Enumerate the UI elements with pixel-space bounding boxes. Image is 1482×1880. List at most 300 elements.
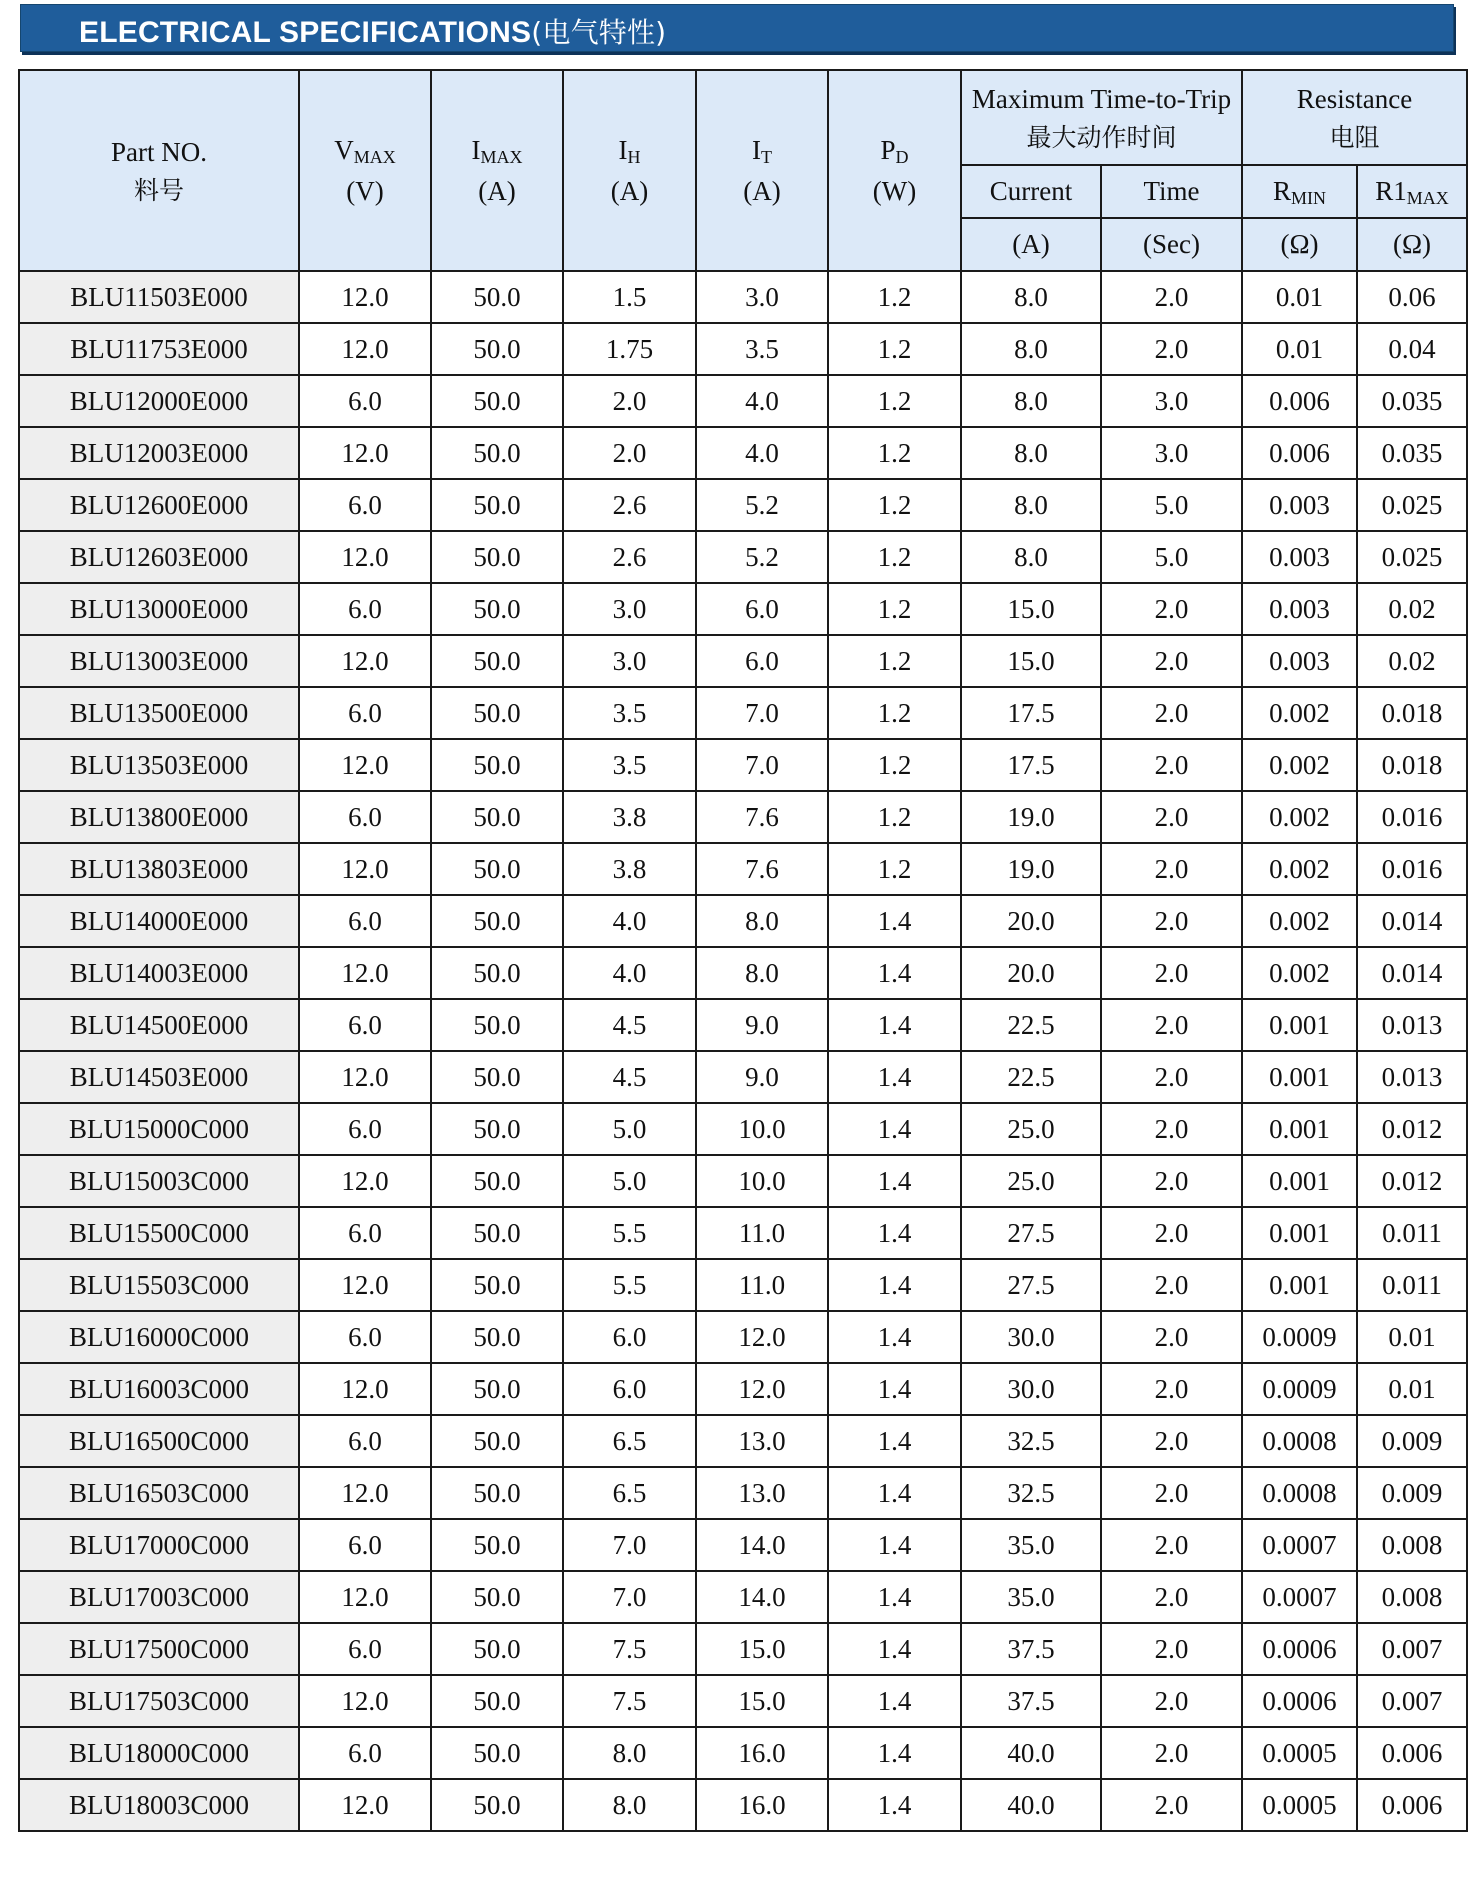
cell-rmin: 0.003 <box>1242 531 1357 583</box>
cell-it: 10.0 <box>696 1103 828 1155</box>
cell-pd: 1.4 <box>828 1623 961 1675</box>
cell-imax: 50.0 <box>431 479 563 531</box>
cell-rmin: 0.0008 <box>1242 1467 1357 1519</box>
cell-trip-current: 27.5 <box>961 1207 1101 1259</box>
cell-ih: 4.5 <box>563 1051 696 1103</box>
cell-trip-current: 8.0 <box>961 375 1101 427</box>
cell-it: 6.0 <box>696 583 828 635</box>
table-row <box>19 687 1467 739</box>
cell-rmin: 0.002 <box>1242 791 1357 843</box>
cell-r1max: 0.02 <box>1357 583 1467 635</box>
cell-vmax: 12.0 <box>299 1363 431 1415</box>
cell-rmin: 0.001 <box>1242 1155 1357 1207</box>
cell-trip-current: 32.5 <box>961 1415 1101 1467</box>
cell-pd: 1.4 <box>828 1155 961 1207</box>
header-vmax <box>299 70 431 271</box>
table-row <box>19 531 1467 583</box>
cell-ih: 2.6 <box>563 479 696 531</box>
cell-trip-current: 30.0 <box>961 1363 1101 1415</box>
cell-pd: 1.4 <box>828 1311 961 1363</box>
cell-trip-time: 2.0 <box>1101 1155 1242 1207</box>
cell-imax: 50.0 <box>431 1259 563 1311</box>
cell-vmax: 12.0 <box>299 739 431 791</box>
cell-trip-current: 17.5 <box>961 687 1101 739</box>
cell-vmax: 12.0 <box>299 635 431 687</box>
cell-it: 11.0 <box>696 1207 828 1259</box>
cell-vmax: 6.0 <box>299 1727 431 1779</box>
cell-part-no: BLU16000C000 <box>19 1311 299 1363</box>
cell-r1max: 0.006 <box>1357 1727 1467 1779</box>
cell-trip-time: 2.0 <box>1101 947 1242 999</box>
cell-vmax: 12.0 <box>299 427 431 479</box>
cell-r1max: 0.012 <box>1357 1155 1467 1207</box>
table-row <box>19 1727 1467 1779</box>
cell-rmin: 0.0005 <box>1242 1779 1357 1831</box>
cell-imax: 50.0 <box>431 687 563 739</box>
cell-part-no: BLU18000C000 <box>19 1727 299 1779</box>
cell-ih: 2.6 <box>563 531 696 583</box>
cell-it: 12.0 <box>696 1363 828 1415</box>
cell-rmin: 0.006 <box>1242 375 1357 427</box>
cell-imax: 50.0 <box>431 1623 563 1675</box>
cell-vmax: 6.0 <box>299 583 431 635</box>
cell-r1max: 0.013 <box>1357 999 1467 1051</box>
cell-ih: 4.0 <box>563 947 696 999</box>
cell-trip-current: 20.0 <box>961 895 1101 947</box>
cell-r1max: 0.018 <box>1357 687 1467 739</box>
table-row <box>19 1675 1467 1727</box>
cell-trip-current: 37.5 <box>961 1623 1101 1675</box>
cell-pd: 1.2 <box>828 687 961 739</box>
cell-imax: 50.0 <box>431 635 563 687</box>
cell-part-no: BLU11753E000 <box>19 323 299 375</box>
cell-part-no: BLU16500C000 <box>19 1415 299 1467</box>
cell-rmin: 0.0005 <box>1242 1727 1357 1779</box>
cell-trip-current: 15.0 <box>961 635 1101 687</box>
cell-imax: 50.0 <box>431 1727 563 1779</box>
cell-trip-time: 2.0 <box>1101 1103 1242 1155</box>
header-time <box>1101 165 1242 218</box>
cell-imax: 50.0 <box>431 1363 563 1415</box>
cell-rmin: 0.0008 <box>1242 1415 1357 1467</box>
cell-imax: 50.0 <box>431 1519 563 1571</box>
section-title-zh: (电气特性) <box>531 16 667 49</box>
table-body <box>19 271 1467 1831</box>
header-vmax-subscript: MAX <box>353 147 396 167</box>
cell-rmin: 0.0009 <box>1242 1363 1357 1415</box>
table-row <box>19 375 1467 427</box>
cell-vmax: 12.0 <box>299 271 431 323</box>
cell-vmax: 12.0 <box>299 531 431 583</box>
cell-ih: 3.5 <box>563 687 696 739</box>
cell-it: 6.0 <box>696 635 828 687</box>
cell-ih: 3.0 <box>563 583 696 635</box>
cell-trip-time: 2.0 <box>1101 1571 1242 1623</box>
header-pd-subscript: D <box>895 147 909 167</box>
cell-imax: 50.0 <box>431 271 563 323</box>
header-pd <box>828 70 961 271</box>
cell-trip-time: 2.0 <box>1101 999 1242 1051</box>
cell-trip-time: 3.0 <box>1101 375 1242 427</box>
cell-trip-current: 20.0 <box>961 947 1101 999</box>
cell-pd: 1.4 <box>828 895 961 947</box>
cell-trip-current: 35.0 <box>961 1571 1101 1623</box>
cell-pd: 1.2 <box>828 739 961 791</box>
cell-it: 11.0 <box>696 1259 828 1311</box>
cell-pd: 1.4 <box>828 1259 961 1311</box>
cell-ih: 3.0 <box>563 635 696 687</box>
table-row <box>19 947 1467 999</box>
cell-it: 10.0 <box>696 1155 828 1207</box>
cell-part-no: BLU12003E000 <box>19 427 299 479</box>
header-row-1 <box>19 70 1467 165</box>
table-header <box>19 70 1467 271</box>
cell-trip-current: 8.0 <box>961 323 1101 375</box>
cell-imax: 50.0 <box>431 1467 563 1519</box>
cell-rmin: 0.002 <box>1242 947 1357 999</box>
cell-ih: 7.0 <box>563 1571 696 1623</box>
cell-vmax: 12.0 <box>299 1051 431 1103</box>
cell-trip-current: 15.0 <box>961 583 1101 635</box>
table-row <box>19 1259 1467 1311</box>
header-rmin-unit: (Ω) <box>1242 218 1357 271</box>
header-resistance-label-zh: 电阻 <box>1329 123 1380 152</box>
cell-ih: 2.0 <box>563 427 696 479</box>
header-part-no <box>19 70 299 271</box>
cell-trip-current: 8.0 <box>961 479 1101 531</box>
cell-it: 16.0 <box>696 1727 828 1779</box>
header-time-label: Time <box>1143 176 1200 207</box>
cell-ih: 8.0 <box>563 1779 696 1831</box>
cell-it: 5.2 <box>696 479 828 531</box>
header-resistance-label: Resistance <box>1296 83 1413 114</box>
cell-ih: 7.5 <box>563 1675 696 1727</box>
cell-trip-current: 35.0 <box>961 1519 1101 1571</box>
cell-pd: 1.2 <box>828 271 961 323</box>
cell-part-no: BLU12600E000 <box>19 479 299 531</box>
cell-vmax: 12.0 <box>299 1779 431 1831</box>
cell-trip-current: 27.5 <box>961 1259 1101 1311</box>
cell-r1max: 0.013 <box>1357 1051 1467 1103</box>
cell-vmax: 12.0 <box>299 1571 431 1623</box>
cell-r1max: 0.014 <box>1357 947 1467 999</box>
cell-rmin: 0.01 <box>1242 271 1357 323</box>
cell-part-no: BLU14500E000 <box>19 999 299 1051</box>
cell-rmin: 0.003 <box>1242 583 1357 635</box>
cell-pd: 1.2 <box>828 583 961 635</box>
cell-rmin: 0.002 <box>1242 895 1357 947</box>
header-time-unit: (Sec) <box>1101 218 1242 271</box>
header-imax <box>431 70 563 271</box>
cell-imax: 50.0 <box>431 895 563 947</box>
cell-trip-time: 3.0 <box>1101 427 1242 479</box>
cell-rmin: 0.0007 <box>1242 1571 1357 1623</box>
cell-rmin: 0.001 <box>1242 1207 1357 1259</box>
cell-trip-current: 37.5 <box>961 1675 1101 1727</box>
cell-part-no: BLU15003C000 <box>19 1155 299 1207</box>
cell-trip-current: 8.0 <box>961 427 1101 479</box>
table-row <box>19 479 1467 531</box>
section-title-en: ELECTRICAL SPECIFICATIONS <box>79 16 532 49</box>
cell-imax: 50.0 <box>431 791 563 843</box>
cell-imax: 50.0 <box>431 1571 563 1623</box>
cell-part-no: BLU18003C000 <box>19 1779 299 1831</box>
cell-pd: 1.2 <box>828 531 961 583</box>
cell-imax: 50.0 <box>431 1207 563 1259</box>
table-row <box>19 1051 1467 1103</box>
cell-r1max: 0.06 <box>1357 271 1467 323</box>
cell-part-no: BLU14003E000 <box>19 947 299 999</box>
cell-it: 14.0 <box>696 1519 828 1571</box>
cell-r1max: 0.02 <box>1357 635 1467 687</box>
header-current-label: Current <box>989 176 1073 207</box>
table-row <box>19 427 1467 479</box>
cell-r1max: 0.007 <box>1357 1675 1467 1727</box>
cell-r1max: 0.008 <box>1357 1571 1467 1623</box>
cell-part-no: BLU13003E000 <box>19 635 299 687</box>
cell-vmax: 6.0 <box>299 1519 431 1571</box>
cell-rmin: 0.001 <box>1242 1259 1357 1311</box>
header-max-time-to-trip-label: Maximum Time-to-Trip <box>971 83 1232 114</box>
table-row <box>19 1571 1467 1623</box>
cell-it: 16.0 <box>696 1779 828 1831</box>
cell-imax: 50.0 <box>431 999 563 1051</box>
header-r1max-subscript: MAX <box>1406 188 1449 209</box>
header-r1max <box>1357 165 1467 218</box>
cell-part-no: BLU17003C000 <box>19 1571 299 1623</box>
header-rmin <box>1242 165 1357 218</box>
cell-vmax: 12.0 <box>299 323 431 375</box>
cell-ih: 6.0 <box>563 1363 696 1415</box>
cell-ih: 3.8 <box>563 843 696 895</box>
cell-trip-time: 2.0 <box>1101 271 1242 323</box>
cell-pd: 1.4 <box>828 1415 961 1467</box>
cell-pd: 1.2 <box>828 323 961 375</box>
cell-trip-time: 2.0 <box>1101 1415 1242 1467</box>
cell-trip-time: 2.0 <box>1101 1467 1242 1519</box>
cell-r1max: 0.035 <box>1357 375 1467 427</box>
header-ih-symbol: I <box>618 135 628 165</box>
cell-trip-current: 25.0 <box>961 1155 1101 1207</box>
cell-r1max: 0.011 <box>1357 1259 1467 1311</box>
header-it <box>696 70 828 271</box>
cell-pd: 1.4 <box>828 947 961 999</box>
cell-part-no: BLU13503E000 <box>19 739 299 791</box>
cell-vmax: 12.0 <box>299 1259 431 1311</box>
header-it-unit: (A) <box>743 175 781 206</box>
cell-trip-current: 19.0 <box>961 843 1101 895</box>
header-ih <box>563 70 696 271</box>
cell-pd: 1.2 <box>828 375 961 427</box>
cell-part-no: BLU12000E000 <box>19 375 299 427</box>
header-current-unit: (A) <box>961 218 1101 271</box>
cell-r1max: 0.025 <box>1357 531 1467 583</box>
cell-ih: 5.0 <box>563 1103 696 1155</box>
cell-imax: 50.0 <box>431 1675 563 1727</box>
cell-vmax: 12.0 <box>299 843 431 895</box>
cell-r1max: 0.018 <box>1357 739 1467 791</box>
cell-trip-current: 40.0 <box>961 1779 1101 1831</box>
cell-trip-time: 2.0 <box>1101 791 1242 843</box>
cell-imax: 50.0 <box>431 375 563 427</box>
cell-ih: 6.5 <box>563 1467 696 1519</box>
cell-pd: 1.4 <box>828 1779 961 1831</box>
cell-trip-time: 2.0 <box>1101 583 1242 635</box>
cell-trip-current: 30.0 <box>961 1311 1101 1363</box>
cell-part-no: BLU17500C000 <box>19 1623 299 1675</box>
cell-trip-time: 5.0 <box>1101 479 1242 531</box>
cell-it: 12.0 <box>696 1311 828 1363</box>
cell-it: 13.0 <box>696 1415 828 1467</box>
section-banner <box>20 4 1454 52</box>
cell-rmin: 0.003 <box>1242 479 1357 531</box>
cell-trip-current: 22.5 <box>961 1051 1101 1103</box>
cell-r1max: 0.011 <box>1357 1207 1467 1259</box>
cell-trip-current: 25.0 <box>961 1103 1101 1155</box>
electrical-specifications-table <box>18 69 1468 1832</box>
cell-pd: 1.2 <box>828 843 961 895</box>
header-imax-subscript: MAX <box>480 147 523 167</box>
cell-trip-current: 40.0 <box>961 1727 1101 1779</box>
cell-part-no: BLU15503C000 <box>19 1259 299 1311</box>
cell-ih: 4.0 <box>563 895 696 947</box>
cell-vmax: 6.0 <box>299 479 431 531</box>
cell-trip-current: 8.0 <box>961 271 1101 323</box>
cell-pd: 1.2 <box>828 479 961 531</box>
cell-ih: 1.75 <box>563 323 696 375</box>
cell-it: 3.0 <box>696 271 828 323</box>
table-row <box>19 1779 1467 1831</box>
cell-trip-current: 8.0 <box>961 531 1101 583</box>
cell-imax: 50.0 <box>431 1155 563 1207</box>
cell-ih: 5.0 <box>563 1155 696 1207</box>
cell-rmin: 0.006 <box>1242 427 1357 479</box>
cell-r1max: 0.006 <box>1357 1779 1467 1831</box>
cell-it: 8.0 <box>696 947 828 999</box>
header-pd-unit: (W) <box>872 175 917 206</box>
header-part-no-label: Part NO. <box>111 136 207 167</box>
cell-trip-current: 17.5 <box>961 739 1101 791</box>
cell-it: 15.0 <box>696 1675 828 1727</box>
cell-trip-time: 2.0 <box>1101 1779 1242 1831</box>
table-row <box>19 739 1467 791</box>
cell-part-no: BLU14503E000 <box>19 1051 299 1103</box>
cell-part-no: BLU17000C000 <box>19 1519 299 1571</box>
header-current <box>961 165 1101 218</box>
cell-r1max: 0.035 <box>1357 427 1467 479</box>
cell-imax: 50.0 <box>431 1311 563 1363</box>
cell-it: 7.0 <box>696 739 828 791</box>
cell-r1max: 0.016 <box>1357 791 1467 843</box>
cell-imax: 50.0 <box>431 1103 563 1155</box>
cell-vmax: 6.0 <box>299 1623 431 1675</box>
table-row <box>19 1311 1467 1363</box>
cell-r1max: 0.009 <box>1357 1467 1467 1519</box>
cell-rmin: 0.01 <box>1242 323 1357 375</box>
cell-imax: 50.0 <box>431 1779 563 1831</box>
header-r1max-symbol: R1 <box>1375 176 1407 207</box>
cell-part-no: BLU13800E000 <box>19 791 299 843</box>
cell-ih: 5.5 <box>563 1207 696 1259</box>
table-row <box>19 1103 1467 1155</box>
cell-pd: 1.4 <box>828 1675 961 1727</box>
cell-rmin: 0.0006 <box>1242 1623 1357 1675</box>
cell-imax: 50.0 <box>431 323 563 375</box>
cell-imax: 50.0 <box>431 843 563 895</box>
cell-trip-time: 2.0 <box>1101 635 1242 687</box>
cell-pd: 1.4 <box>828 1571 961 1623</box>
cell-part-no: BLU16003C000 <box>19 1363 299 1415</box>
cell-r1max: 0.016 <box>1357 843 1467 895</box>
table-row <box>19 999 1467 1051</box>
cell-vmax: 6.0 <box>299 1207 431 1259</box>
table-row <box>19 1415 1467 1467</box>
cell-it: 7.6 <box>696 791 828 843</box>
cell-it: 14.0 <box>696 1571 828 1623</box>
cell-rmin: 0.002 <box>1242 687 1357 739</box>
cell-rmin: 0.0006 <box>1242 1675 1357 1727</box>
header-pd-symbol: P <box>880 135 896 165</box>
header-part-no-label-zh: 料号 <box>133 176 184 205</box>
cell-part-no: BLU15000C000 <box>19 1103 299 1155</box>
cell-r1max: 0.009 <box>1357 1415 1467 1467</box>
cell-trip-time: 2.0 <box>1101 1051 1242 1103</box>
cell-pd: 1.4 <box>828 999 961 1051</box>
table-row <box>19 791 1467 843</box>
header-vmax-unit: (V) <box>346 175 384 206</box>
header-rmin-symbol: R <box>1272 176 1291 207</box>
cell-ih: 5.5 <box>563 1259 696 1311</box>
cell-trip-time: 2.0 <box>1101 895 1242 947</box>
cell-it: 5.2 <box>696 531 828 583</box>
header-imax-unit: (A) <box>478 175 516 206</box>
cell-trip-time: 2.0 <box>1101 1727 1242 1779</box>
cell-ih: 3.8 <box>563 791 696 843</box>
cell-vmax: 6.0 <box>299 375 431 427</box>
cell-rmin: 0.001 <box>1242 1103 1357 1155</box>
cell-trip-time: 2.0 <box>1101 739 1242 791</box>
cell-it: 3.5 <box>696 323 828 375</box>
cell-r1max: 0.008 <box>1357 1519 1467 1571</box>
cell-trip-time: 5.0 <box>1101 531 1242 583</box>
table-row <box>19 1363 1467 1415</box>
header-resistance <box>1242 70 1467 165</box>
cell-imax: 50.0 <box>431 947 563 999</box>
cell-it: 7.0 <box>696 687 828 739</box>
cell-trip-current: 19.0 <box>961 791 1101 843</box>
cell-rmin: 0.001 <box>1242 1051 1357 1103</box>
cell-pd: 1.4 <box>828 1207 961 1259</box>
cell-ih: 1.5 <box>563 271 696 323</box>
table-row <box>19 583 1467 635</box>
cell-pd: 1.4 <box>828 1103 961 1155</box>
table-row <box>19 1519 1467 1571</box>
cell-vmax: 12.0 <box>299 1675 431 1727</box>
cell-imax: 50.0 <box>431 427 563 479</box>
cell-vmax: 12.0 <box>299 1155 431 1207</box>
cell-imax: 50.0 <box>431 1051 563 1103</box>
cell-trip-time: 2.0 <box>1101 1363 1242 1415</box>
cell-it: 9.0 <box>696 999 828 1051</box>
cell-ih: 2.0 <box>563 375 696 427</box>
cell-pd: 1.4 <box>828 1467 961 1519</box>
cell-vmax: 6.0 <box>299 1311 431 1363</box>
table-row <box>19 843 1467 895</box>
cell-imax: 50.0 <box>431 583 563 635</box>
cell-imax: 50.0 <box>431 739 563 791</box>
cell-it: 7.6 <box>696 843 828 895</box>
header-r1max-unit: (Ω) <box>1357 218 1467 271</box>
